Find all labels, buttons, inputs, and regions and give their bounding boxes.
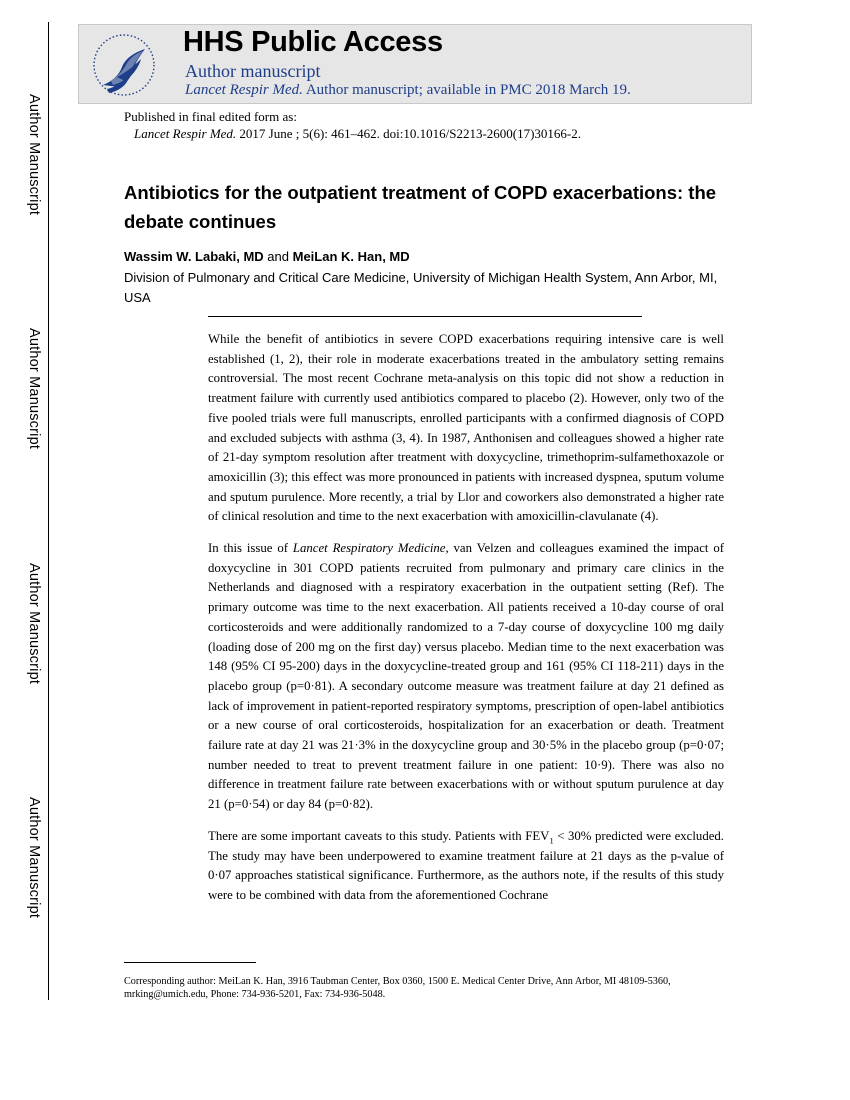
margin-label: Author Manuscript (26, 94, 42, 216)
paragraph-text: There are some important caveats to this study. Patients with FEV (208, 828, 550, 843)
author-line (124, 249, 410, 264)
section-divider (208, 316, 642, 317)
article-title: Antibiotics for the outpatient treatment of COPD exacerbations: the debate continues (124, 182, 717, 232)
journal-name: Lancet Respir Med. (134, 126, 237, 141)
citation-text: 2017 June ; 5(6): 461–462. doi:10.1016/S2213-2600(17)30166-2. (239, 126, 582, 141)
footnote: Corresponding author: MeiLan K. Han, 3916 Taubman Center, Box 0360, 1500 E. Medical Center Drive, Ann Arbor, MI 48109-5360, mrking@umich.edu, Phone: 734-936-5201, Fax: 734-936-5048. (124, 976, 671, 1000)
paragraph-text: , van Velzen and colleagues examined the impact of doxycycline in 301 COPD patients recruited from pulmonary and primary care clinics in the Netherlands and diagnosed with a respiratory exacerbation in the outpatient setting (Ref). The primary outcome was time to the next exacerbation. All patients received a 10-day course of oral corticosteroids and were additionally randomized to a 7-day course of doxycycline 100 mg daily (loading dose of 200 mg on the first day) versus placebo. Median time to the next exacerbation was 148 (95% CI 95-200) days in the doxycycline-treated group and 161 (95% CI 118-211) days in the placebo group (p=0·81). A secondary outcome measure was treatment failure at day 21 defined as lack of improvement in patient-reported respiratory symptoms, prescription of open-label antibiotics or a new course of oral corticosteroids, hospitalization for an exacerbation or death. Treatment failure rate at day 21 was 21·3% in the doxycycline group and 30·5% in the placebo group (p=0·07; number needed to treat to prevent treatment failure in one patient: 10·9). There was also no difference in treatment failure rate between exacerbations with or without sputum purulence at day 21 (p=0·54) or day 84 (p=0·82). (208, 541, 724, 812)
margin-rule (48, 22, 49, 1000)
availability-line (185, 82, 631, 99)
author-name: Wassim W. Labaki, MD (124, 249, 264, 264)
paragraph: While the benefit of antibiotics in severe COPD exacerbations requiring intensive care is well established (1, 2), their role in moderate exacerbations treated in the ambulatory setting remains controversial. The most recent Cochrane meta-analysis on this topic did not show a reduction in treatment failure with currently used antibiotics compared to placebo (2). However, only two of the five pooled trials were full manuscripts, enrolled participants with a confirmed diagnosis of COPD and excluded subjects with asthma (3, 4). In 1987, Anthonisen and colleagues showed a higher rate of 21-day symptom resolution after treatment with doxycycline, trimethoprim-sulfamethoxazole or amoxicillin (3); this effect was more pronounced in patients with increased dyspnea, sputum volume and sputum purulence. More recently, a trial by Llor and coworkers also demonstrated a higher rate of clinical resolution and time to the next exacerbation with amoxicillin-clavulanate (4). (208, 332, 724, 524)
footnote-rule (124, 962, 256, 963)
hhs-header (78, 24, 752, 104)
paragraph (208, 827, 724, 906)
margin-label: Author Manuscript (26, 563, 42, 685)
author-and: and (267, 249, 289, 264)
availability-text: Author manuscript; available in PMC 2018 March 19. (305, 82, 631, 98)
hhs-eagle-logo-icon (89, 31, 159, 99)
manuscript-type: Author manuscript (185, 61, 321, 81)
affiliation: Division of Pulmonary and Critical Care Medicine, University of Michigan Health System, Ann Arbor, MI, USA (124, 270, 718, 305)
hhs-title: HHS Public Access (183, 26, 443, 58)
published-citation (134, 126, 581, 142)
paragraph-text: < 30% predicted were excluded. The study may have been underpowered to examine treatment failure at 21 days as the p-value of 0·07 approaches statistical significance. Furthermore, as the authors note, if the results of this study were to be combined with data from the aforementioned Cochrane (208, 828, 724, 902)
subscript: 1 (549, 835, 554, 846)
paragraph (208, 539, 724, 815)
author-name: MeiLan K. Han, MD (292, 249, 410, 264)
margin-label: Author Manuscript (26, 328, 42, 450)
paragraph-text: In this issue of (208, 541, 293, 556)
journal-name: Lancet Respir Med. (185, 82, 303, 98)
journal-name: Lancet Respiratory Medicine (292, 541, 446, 556)
published-label: Published in final edited form as: (124, 109, 297, 124)
article-body (208, 330, 724, 918)
margin-label: Author Manuscript (26, 797, 42, 919)
